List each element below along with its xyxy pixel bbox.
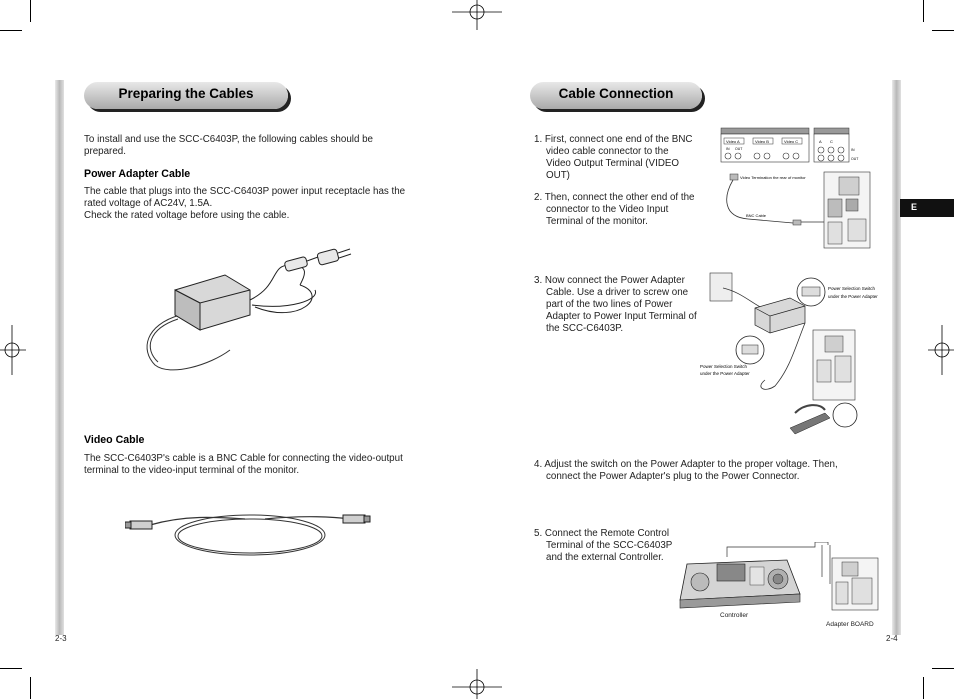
- section-title: Preparing the Cables: [118, 86, 254, 101]
- crop-mark: [0, 668, 22, 669]
- crop-mark: [923, 0, 924, 22]
- page-number-right: 2-4: [886, 634, 898, 643]
- registration-mark-bottom: [452, 669, 502, 699]
- power-adapter-text: The cable that plugs into the SCC-C6403P power input receptacle has the rated voltage of AC24V, 1.5A.: [84, 186, 406, 209]
- video-cable-heading: Video Cable: [84, 434, 145, 446]
- crop-mark: [923, 677, 924, 699]
- label-out-2: OUT: [851, 157, 859, 161]
- step-1-text: 1. First, connect one end of the BNC video cable connector to the Video Output Terminal (VIDEO OUT): [534, 134, 693, 181]
- registration-mark-top: [452, 0, 502, 30]
- power-connection-diagram: [695, 268, 890, 438]
- video-connection-diagram: [718, 127, 873, 252]
- crop-mark: [0, 30, 22, 31]
- language-tab: [900, 199, 954, 217]
- label-termination: Video Termination the rear of monitor: [740, 175, 806, 180]
- crop-mark: [30, 0, 31, 22]
- label-switch-left-1: Power Selection Switch: [700, 364, 748, 369]
- label-out: OUT: [735, 147, 743, 151]
- label-video-c: Video C: [784, 139, 799, 144]
- video-cable-text: The SCC-C6403P's cable is a BNC Cable for connecting the video-output terminal to the video-input terminal of the monitor.: [84, 453, 403, 476]
- left-margin-bar: [55, 80, 64, 635]
- power-adapter-note: Check the rated voltage before using the cable.: [84, 210, 290, 221]
- label-a: A: [819, 139, 822, 144]
- right-margin-bar: [892, 80, 901, 635]
- intro-text: To install and use the SCC-C6403P, the following cables should be prepared.: [84, 134, 374, 157]
- label-adapter-board: Adapter BOARD: [826, 621, 874, 628]
- section-title-pill: [530, 82, 702, 109]
- label-video-b: Video B: [755, 139, 769, 144]
- label-c: C: [830, 139, 833, 144]
- section-title: Cable Connection: [558, 86, 674, 101]
- page-number-left: 2-3: [55, 634, 67, 643]
- label-switch-top-2: under the Power Adapter: [828, 294, 878, 299]
- label-controller: Controller: [720, 612, 749, 619]
- power-adapter-illustration: [140, 245, 360, 385]
- bnc-cable-illustration: [125, 505, 375, 575]
- step-5-text: 5. Connect the Remote Control Terminal of the SCC-C6403P and the external Controller.: [534, 528, 673, 563]
- registration-mark-left: [0, 325, 26, 375]
- section-title-pill: [84, 82, 288, 109]
- label-in: IN: [726, 147, 730, 151]
- crop-mark: [932, 668, 954, 669]
- label-video-a: Video A: [726, 139, 740, 144]
- registration-mark-right: [928, 325, 954, 375]
- crop-mark: [30, 677, 31, 699]
- controller-connection-diagram: [672, 542, 882, 632]
- power-adapter-heading: Power Adapter Cable: [84, 168, 191, 180]
- step-2-text: 2. Then, connect the other end of the connector to the Video Input Terminal of the monitor.: [534, 192, 695, 227]
- crop-mark: [932, 30, 954, 31]
- step-3-text: 3. Now connect the Power Adapter Cable. Use a driver to screw one part of the two lines of Power Adapter to Power Input Terminal of the SCC-C6403P.: [534, 275, 697, 334]
- label-in-2: IN: [851, 148, 855, 152]
- label-switch-top-1: Power Selection Switch: [828, 286, 876, 291]
- label-bnc-cable: BNC Cable: [746, 213, 767, 218]
- label-switch-left-2: under the Power Adapter: [700, 371, 750, 376]
- language-tab-label: E: [911, 202, 918, 212]
- step-4-text: 4. Adjust the switch on the Power Adapter to the proper voltage. Then, connect the Power Adapter's plug to the Power Connector.: [534, 459, 838, 482]
